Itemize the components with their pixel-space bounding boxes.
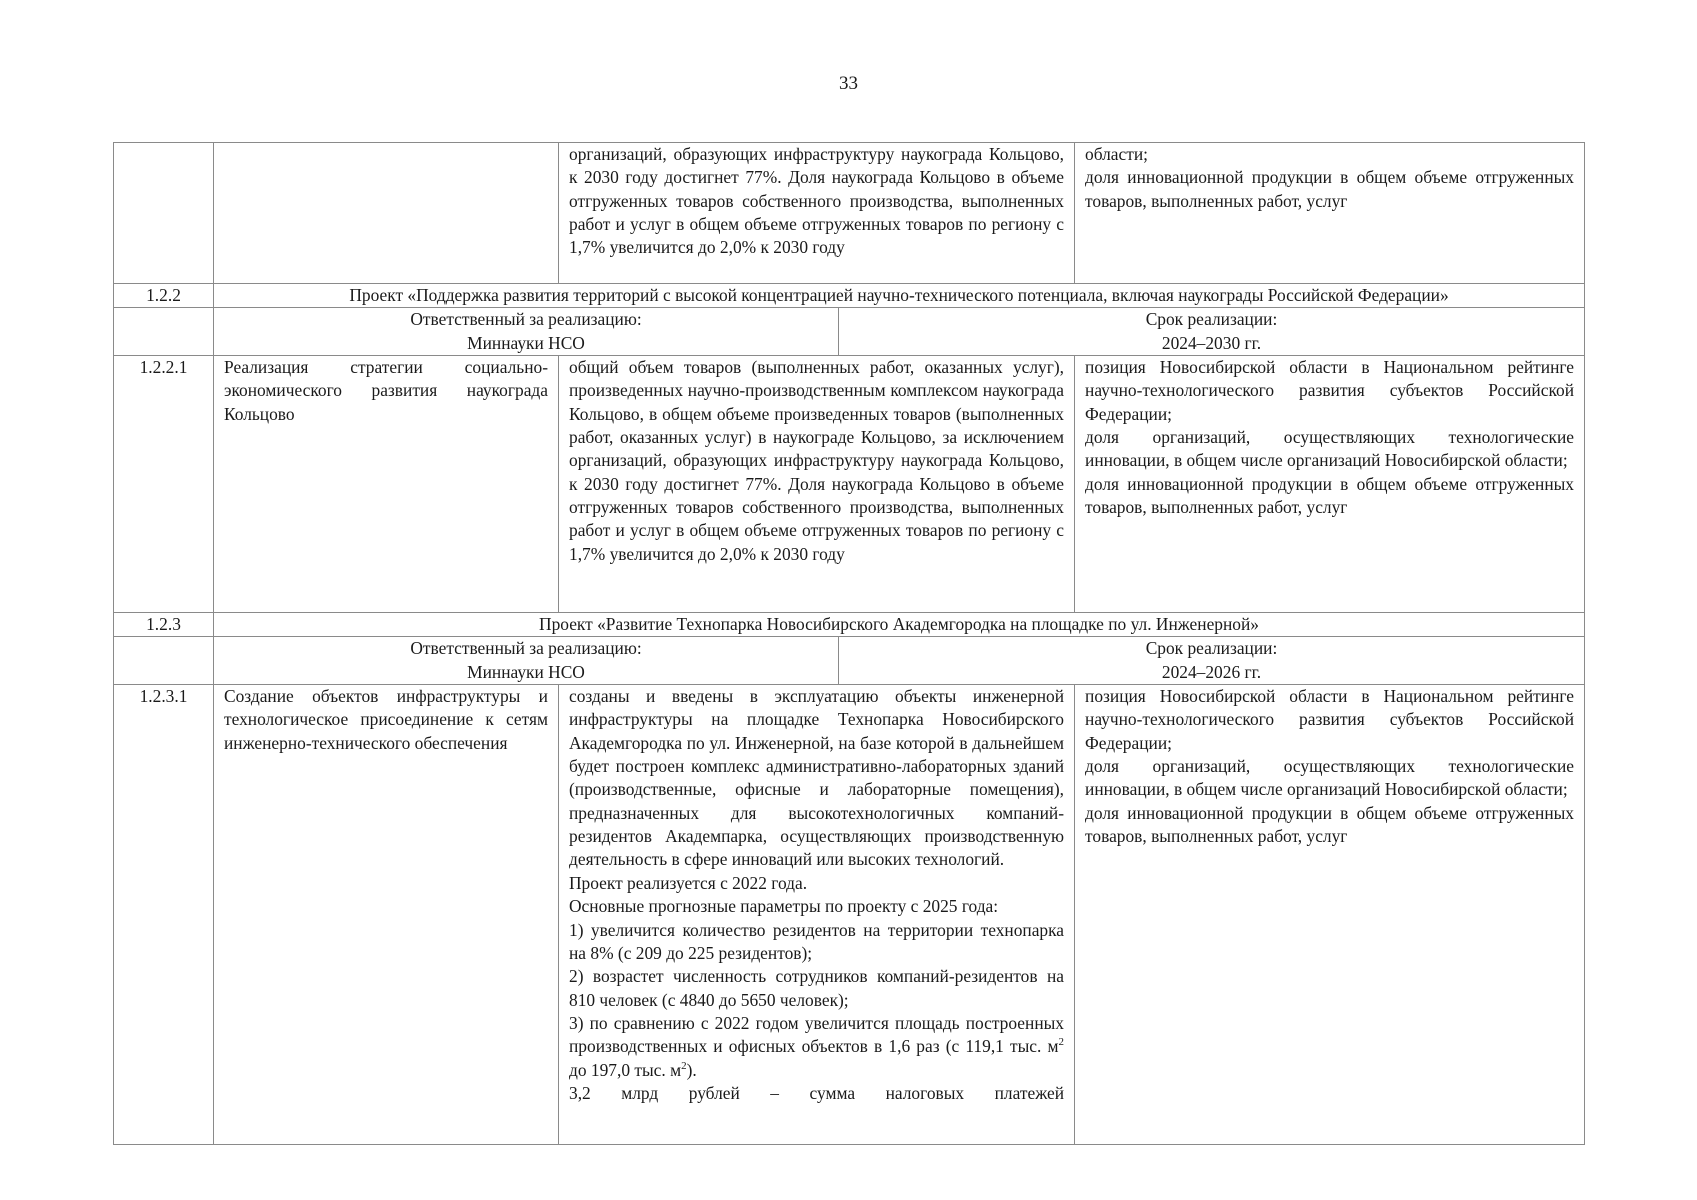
- responsible-label: Ответственный за реализацию:: [410, 309, 642, 330]
- measures-table: [113, 142, 1585, 1145]
- task-row: [114, 685, 1585, 1145]
- responsible-label: Ответственный за реализацию:: [410, 638, 642, 659]
- result-text-part: до 197,0 тыс. м: [569, 1059, 682, 1080]
- result-text: Основные прогнозные параметры по проекту с 2025 года:: [569, 896, 999, 917]
- project-meta-row: [114, 308, 1585, 356]
- task-number: 1.2.2.1: [114, 356, 214, 613]
- indicator-text: области;: [1085, 144, 1148, 164]
- indicator-text: позиция Новосибирской области в Национальном рейтинге научно-технологического развития субъектов Российской Федерации;: [1085, 357, 1575, 424]
- indicator-cell: [1075, 143, 1585, 284]
- number-cell: [114, 143, 214, 284]
- indicator-cell: [1075, 356, 1585, 613]
- task-name: Создание объектов инфраструктуры и технологическое присоединение к сетям инженерно-технического обеспечения: [214, 685, 559, 1145]
- indicator-text: доля инновационной продукции в общем объеме отгруженных товаров, выполненных работ, услуг: [1085, 802, 1575, 847]
- term-value: 2024–2030 гг.: [1161, 332, 1262, 353]
- result-text-part: ).: [686, 1059, 697, 1080]
- project-row: [114, 613, 1585, 637]
- project-row: [114, 284, 1585, 308]
- result-text: общий объем товаров (выполненных работ, оказанных услуг), произведенных научно-производственным комплексом наукограда Кольцово, в общем объеме произведенных товаров (выполненных работ, оказанных услуг) в наукограде Кольцово, за исключением организаций, образующих инфраструктуру наукограда Кольцово, к 2030 году достигнет 77%. Доля наукограда Кольцово в объеме отгруженных товаров собственного производства, выполненных работ и услуг в общем объеме отгруженных товаров по региону с 1,7% увеличится до 2,0% к 2030 году: [569, 357, 1065, 564]
- responsible-cell: [214, 637, 839, 685]
- project-title: Проект «Развитие Технопарка Новосибирского Академгородка на площадке по ул. Инженерной»: [214, 613, 1585, 637]
- page-number: 33: [839, 73, 858, 94]
- term-label: Срок реализации:: [1145, 638, 1278, 659]
- indicator-text: позиция Новосибирской области в Национальном рейтинге научно-технологического развития субъектов Российской Федерации;: [1085, 686, 1575, 753]
- task-number: 1.2.3.1: [114, 685, 214, 1145]
- result-cell: [559, 143, 1075, 284]
- result-text: организаций, образующих инфраструктуру наукограда Кольцово, к 2030 году достигнет 77%. Доля наукограда Кольцово в объеме отгруженных товаров собственного производства, выполненных работ и услуг в общем объеме отгруженных товаров по региону с 1,7% увеличится до 2,0% к 2030 году: [569, 144, 1065, 258]
- task-row: [114, 356, 1585, 613]
- result-text: 1) увеличится количество резидентов на территории технопарка на 8% (с 209 до 225 резидентов);: [569, 919, 1065, 963]
- result-cell: [559, 685, 1075, 1145]
- term-cell: [839, 637, 1585, 685]
- result-text: [569, 1012, 1064, 1082]
- table-row: [114, 143, 1585, 284]
- indicator-cell: [1075, 685, 1585, 1145]
- indicator-text: доля организаций, осуществляющих технологические инновации, в общем числе организаций Новосибирской области;: [1085, 756, 1575, 800]
- result-text: созданы и введены в эксплуатацию объекты инженерной инфраструктуры на площадке Технопарка Новосибирского Академгородка по ул. Инженерной, на базе которой в дальнейшем будет построен комплекс административно-лабораторных зданий (производственные, офисные и лабораторные помещения), предназначенных для высокотехнологичных компаний-резидентов Академпарка, осуществляющих производственную деятельность в сфере инноваций или высоких технологий.: [569, 686, 1065, 870]
- number-cell: [114, 308, 214, 356]
- responsible-value: Миннауки НСО: [467, 332, 585, 353]
- responsible-value: Миннауки НСО: [467, 661, 585, 682]
- indicator-text: доля инновационной продукции в общем объеме отгруженных товаров, выполненных работ, услуг: [1085, 473, 1575, 518]
- superscript: 2: [681, 1059, 687, 1072]
- result-text: 2) возрастет численность сотрудников компаний-резидентов на 810 человек (с 4840 до 5650 человек);: [569, 966, 1065, 1010]
- term-value: 2024–2026 гг.: [1161, 661, 1262, 682]
- responsible-cell: [214, 308, 839, 356]
- number-cell: [114, 637, 214, 685]
- project-meta-row: [114, 637, 1585, 685]
- project-number: 1.2.3: [114, 613, 214, 637]
- project-number: 1.2.2: [114, 284, 214, 308]
- project-title: Проект «Поддержка развития территорий с высокой концентрацией научно-технического потенциала, включая наукограды Российской Федерации»: [214, 284, 1585, 308]
- indicator-text: доля инновационной продукции в общем объеме отгруженных товаров, выполненных работ, услуг: [1085, 167, 1575, 211]
- term-cell: [839, 308, 1585, 356]
- term-label: Срок реализации:: [1145, 309, 1278, 330]
- superscript: 2: [1058, 1036, 1065, 1049]
- indicator-text: доля организаций, осуществляющих технологические инновации, в общем числе организаций Новосибирской области;: [1085, 427, 1575, 471]
- result-text: Проект реализуется с 2022 года.: [569, 872, 808, 893]
- result-text: 3,2 млрд рублей – сумма налоговых платежей: [569, 1082, 1065, 1103]
- result-cell: [559, 356, 1075, 613]
- result-text-part: 3) по сравнению с 2022 годом увеличится площадь построенных производственных и офисных объектов в 1,6 раз (с 119,1 тыс. м: [569, 1012, 1065, 1057]
- task-name-cell: [214, 143, 559, 284]
- task-name: Реализация стратегии социально-экономического развития наукограда Кольцово: [214, 356, 559, 613]
